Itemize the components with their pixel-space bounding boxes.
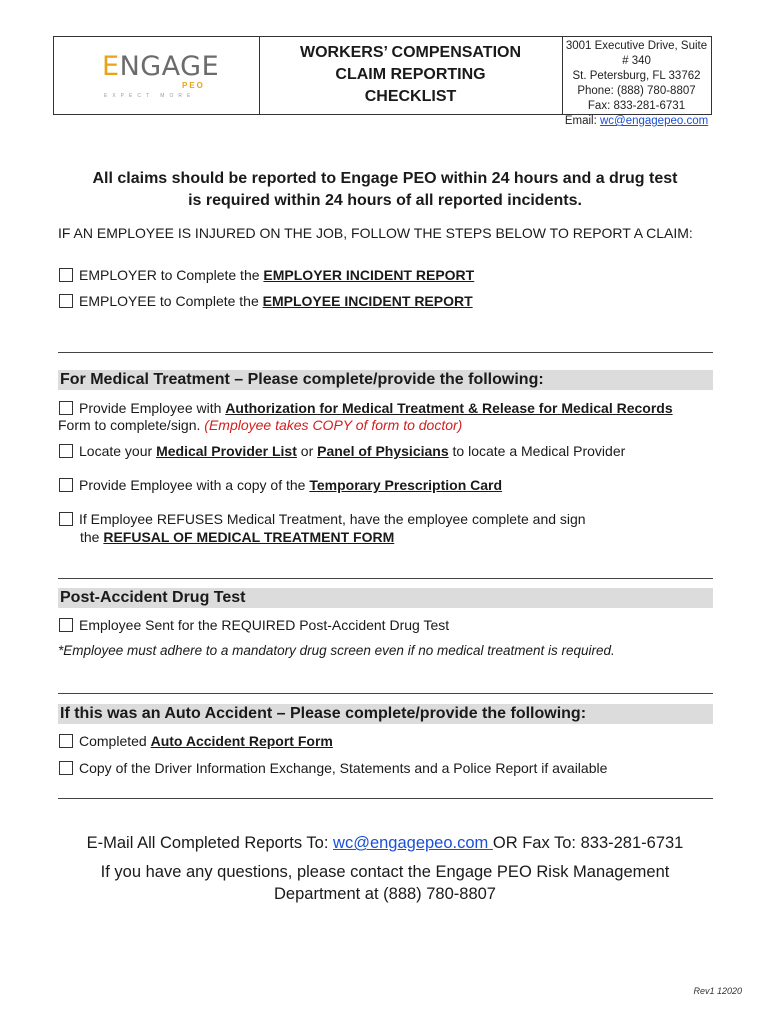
checklist-item: Provide Employee with a copy of the Temporary Prescription Card: [59, 476, 502, 495]
checkbox[interactable]: [59, 401, 73, 415]
employer-incident-report-link[interactable]: EMPLOYER INCIDENT REPORT: [263, 267, 475, 283]
logo-peo: PEO: [182, 81, 205, 90]
divider: [58, 578, 713, 579]
auto-accident-heading: If this was an Auto Accident – Please complete/provide the following:: [58, 704, 713, 724]
address-block: 3001 Executive Drive, Suite # 340 St. Petersburg, FL 33762 Phone: (888) 780-8807 Fax: 833-281-6731 Email: wc@engagepeo.com: [564, 40, 709, 127]
checkbox[interactable]: [59, 618, 73, 632]
checkbox[interactable]: [59, 268, 73, 282]
checklist-item: EMPLOYEE to Complete the EMPLOYEE INCIDENT REPORT: [59, 292, 473, 311]
checklist-item: EMPLOYER to Complete the EMPLOYER INCIDENT REPORT: [59, 266, 474, 285]
checkbox[interactable]: [59, 761, 73, 775]
header-table: [53, 36, 712, 127]
auto-accident-form-link[interactable]: Auto Accident Report Form: [150, 733, 333, 749]
logo-cell: [54, 37, 260, 114]
checklist-item: Copy of the Driver Information Exchange, Statements and a Police Report if available: [59, 759, 607, 778]
checkbox[interactable]: [59, 444, 73, 458]
title-cell: [259, 37, 563, 114]
medical-provider-list-link[interactable]: Medical Provider List: [156, 443, 297, 459]
engage-logo: ENGAGE: [102, 51, 220, 82]
divider: [58, 798, 713, 799]
footer-email-link[interactable]: wc@engagepeo.com: [333, 834, 493, 852]
divider: [58, 693, 713, 694]
checklist-item: If Employee REFUSES Medical Treatment, have the employee complete and sign: [59, 510, 586, 529]
drug-test-heading: Post-Accident Drug Test: [58, 588, 713, 608]
checkbox[interactable]: [59, 512, 73, 526]
questions-contact: If you have any questions, please contact the Engage PEO Risk Management Department at (888) 780-8807: [100, 863, 670, 903]
address-cell: [562, 37, 711, 127]
copy-note: (Employee takes COPY of form to doctor): [204, 417, 463, 433]
employee-incident-report-link[interactable]: EMPLOYEE INCIDENT REPORT: [262, 293, 473, 309]
drug-test-note: *Employee must adhere to a mandatory drug screen even if no medical treatment is required.: [58, 643, 615, 658]
document-title: WORKERS’ COMPENSATION CLAIM REPORTING CHECKLIST: [299, 44, 522, 105]
checkbox[interactable]: [59, 478, 73, 492]
refusal-form-link[interactable]: REFUSAL OF MEDICAL TREATMENT FORM: [103, 529, 395, 545]
header-email-link[interactable]: wc@engagepeo.com: [599, 115, 709, 127]
headline: All claims should be reported to Engage PEO within 24 hours and a drug test is required within 24 hours of all reported incidents.: [92, 170, 678, 209]
logo-tagline: EXPECT MORE: [104, 93, 196, 99]
intro-text: IF AN EMPLOYEE IS INJURED ON THE JOB, FOLLOW THE STEPS BELOW TO REPORT A CLAIM:: [58, 225, 693, 241]
email-reports-line: E-Mail All Completed Reports To: wc@engagepeo.com OR Fax To: 833-281-6731: [86, 834, 684, 852]
checklist-item-continued: the REFUSAL OF MEDICAL TREATMENT FORM: [80, 529, 395, 545]
checklist-item: Provide Employee with Authorization for Medical Treatment & Release for Medical Records: [59, 399, 673, 418]
divider: [58, 352, 713, 353]
checklist-item: Employee Sent for the REQUIRED Post-Accident Drug Test: [59, 616, 449, 635]
revision-label: Rev1 12020: [693, 986, 742, 996]
checklist-item: Locate your Medical Provider List or Panel of Physicians to locate a Medical Provider: [59, 442, 625, 461]
prescription-card-link[interactable]: Temporary Prescription Card: [309, 477, 503, 493]
medical-heading: For Medical Treatment – Please complete/provide the following:: [58, 370, 713, 390]
panel-of-physicians-link[interactable]: Panel of Physicians: [317, 443, 449, 459]
checkbox[interactable]: [59, 734, 73, 748]
checklist-item-continued: Form to complete/sign. (Employee takes COPY of form to doctor): [58, 417, 463, 433]
authorization-form-link[interactable]: Authorization for Medical Treatment & Release for Medical Records: [225, 400, 673, 416]
checklist-item: Completed Auto Accident Report Form: [59, 732, 333, 751]
checkbox[interactable]: [59, 294, 73, 308]
